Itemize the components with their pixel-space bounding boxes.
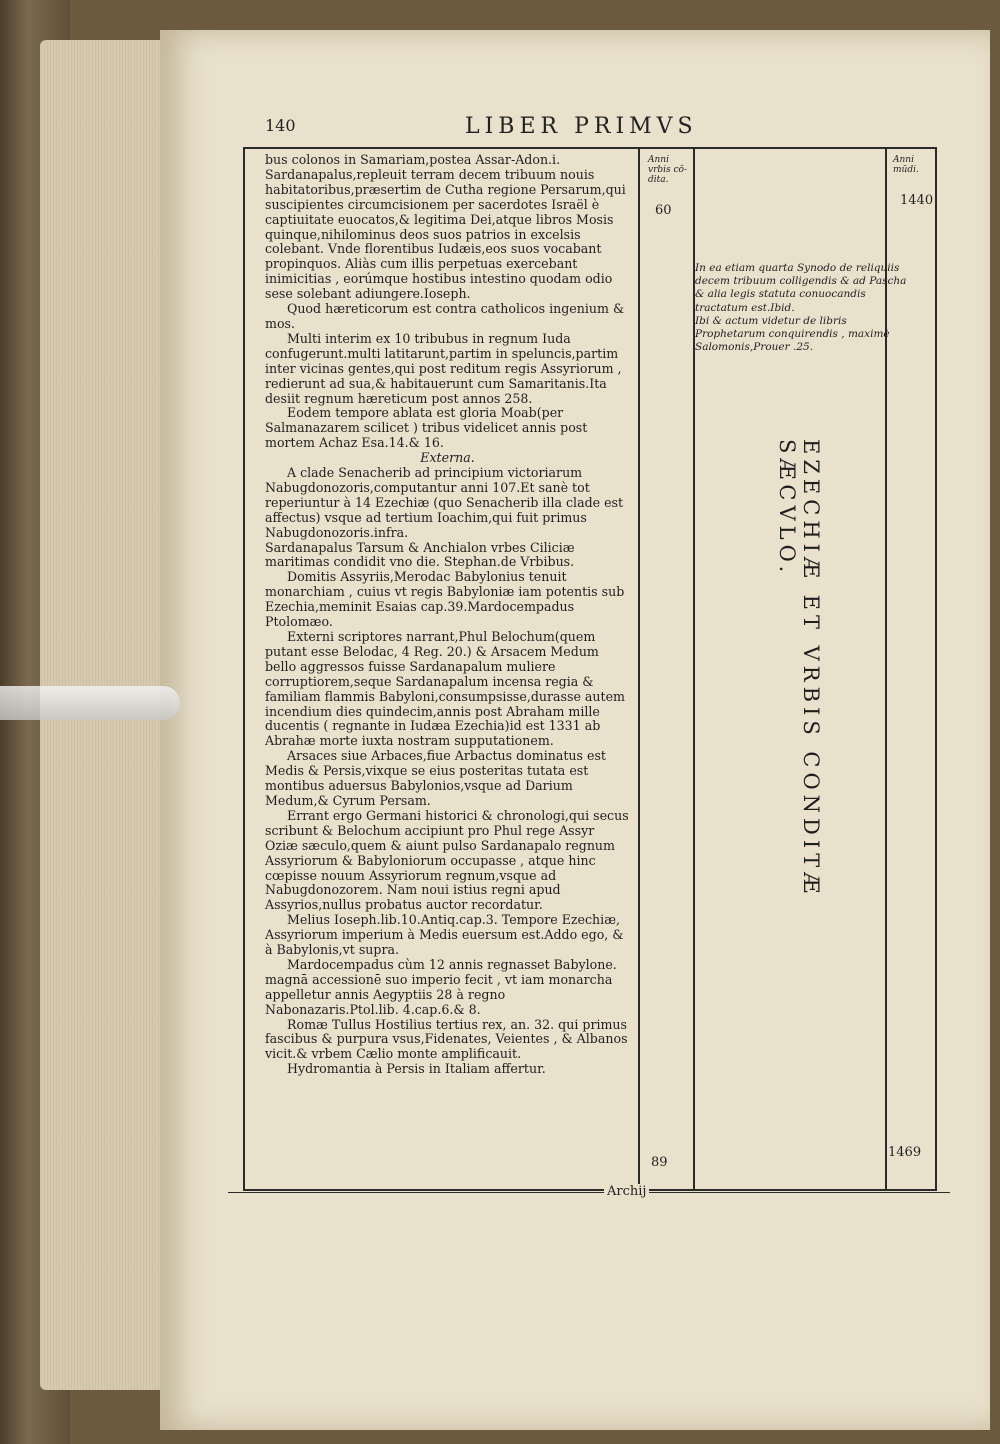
anni-urbis-start: 60 (655, 203, 672, 218)
paragraph: Arsaces siue Arbaces,fiue Arbactus dominatus est Medis & Persis,vixque se eius posteritas tutata est montibus aduersus Babylonios,vsque ad Darium Medum,& Cyrum Persam. (265, 748, 606, 808)
anni-mundi-label: Anni mūdi. (893, 155, 919, 175)
paragraph: Mardocempadus cùm 12 annis regnasset Babylone. magnā accessionē suo imperio fecit , vt iam monarcha appelletur annis Aegyptiis 28 à regno Nabonazaris.Ptol.lib. 4.cap.6.& 8. (265, 956, 617, 1017)
paragraph: Eodem tempore ablata est gloria Moab(per Salmanazarem scilicet ) tribus videlicet annis post mortem Achaz Esa.14.& 16. (265, 405, 588, 451)
paragraph: Domitis Assyriis,Merodac Babylonius tenuit monarchiam , cuius vt regis Babyloniæ iam potentis sub Ezechia,meminit Esaias cap.39.Mardocempadus Ptolomæo. (265, 569, 625, 630)
anni-mundi-end: 1469 (888, 1145, 922, 1160)
running-title: LIBER PRIMVS (465, 114, 698, 139)
bottom-rule (228, 1192, 950, 1193)
paragraph: Externi scriptores narrant,Phul Belochum(quem putant esse Belodac, 4 Reg. 20.) & Arsacem Medum bello aggressos fuisse Sardanapalum muliere corruptiorem,seque Sardanapalum incensa regia & familiam flammis Babyloni,consumpsisse,durasse autem incendium dies quindecim,annis post Abraham mille ducentis ( regnante in Iudæa Ezechia)id est 1331 ab Abrahæ morte iuxta nostram supputationem. (265, 629, 625, 749)
section-heading: Externa. (420, 450, 475, 466)
catchword: Archij (604, 1184, 649, 1199)
paragraph: bus colonos in Samariam,postea Assar-Adon.i. Sardanapalus,repleuit terram decem tribuum nouis habitatoribus,præsertim de Cutha regione Persarum,qui suscipientes circumcisionem per sacerdotes Israël è captiuitate euocatos,& legitima Dei,atque libros Mosis quinque,nihilominus deos suos patrios in excelsis colebant. Vnde florentibus Iudæis,eos suos vocabant propinquos. Aliàs cum illis perpetuas exercebant inimicitias , eorúmque hostibus intestino quodam odio sese solebant adiungere.Ioseph. (265, 152, 626, 302)
paragraph: Melius Ioseph.lib.10.Antiq.cap.3. Tempore Ezechiæ, Assyriorum imperium à Medis euersum est.Addo ego, & à Babylonis,vt supra. (265, 912, 624, 958)
paragraph: Multi interim ex 10 tribubus in regnum Iuda confugerunt.multi latitarunt,partim in speluncis,partim inter vicinas gentes,qui post reditum regis Assyriorum , redierunt ad sua,& habitauerunt cum Samaritanis.Ita desiit regnum hæreticum post annos 258. (265, 330, 622, 406)
paragraph: Quod hæreticorum est contra catholicos ingenium & mos. (265, 301, 625, 331)
column-divider-1 (638, 149, 640, 1189)
anni-urbis-label: Anni vrbis cō-dita. (648, 155, 688, 185)
running-head (265, 116, 945, 146)
page-marker-tab (0, 686, 180, 720)
anni-urbis-end: 89 (651, 1155, 668, 1170)
folio-number: 140 (265, 116, 296, 135)
paragraph: Romæ Tullus Hostilius tertius rex, an. 32. qui primus fascibus & purpura vsus,Fidenates, Veientes , & Albanos vicit.& vrbem Cælio monte amplificauit. (265, 1016, 628, 1062)
main-text-column (265, 153, 630, 1077)
paragraph: Sardanapalus Tarsum & Anchialon vrbes Ciliciæ maritimas condidit vno die. Stephan.de Vrbibus. (265, 539, 575, 570)
text-frame (243, 147, 937, 1191)
paragraph: Hydromantia à Persis in Italiam affertur. (287, 1061, 546, 1077)
paragraph: Errant ergo Germani historici & chronologi,qui secus scribunt & Belochum accipiunt pro Phul rege Assyr Oziæ sæculo,quem & aiunt pulso Sardanapalo regnum Assyriorum & Babyloniorum occupasse , atque hinc cœpisse nouum Assyriorum regnum,vsque ad Nabugdonozorem. Nam noui istius regni apud Assyrios,nullus probatus auctor recordatur. (265, 807, 629, 913)
vertical-title: EZECHIÆ ET VRBIS CONDITÆ SÆCVLO. (775, 439, 823, 899)
side-note (695, 262, 910, 354)
anni-mundi-start: 1440 (900, 193, 934, 208)
side-note-line: In ea etiam quarta Synodo de reliquiis decem tribuum colligendis & ad Pascha & alia legis statuta conuocandis tractatum est.Ibid. (695, 262, 907, 314)
paragraph: A clade Senacherib ad principium victoriarum Nabugdonozoris,computantur anni 107.Et sanè tot reperiuntur à 14 Ezechiæ (quo Senacherib illa clade est affectus) vsque ad tertium Ioachim,qui fuit primus Nabugdonozoris.infra. (265, 465, 624, 540)
side-note-line: Ibi & actum videtur de libris Prophetarum conquirendis , maximè Salomonis,Prouer .25. (695, 314, 890, 354)
